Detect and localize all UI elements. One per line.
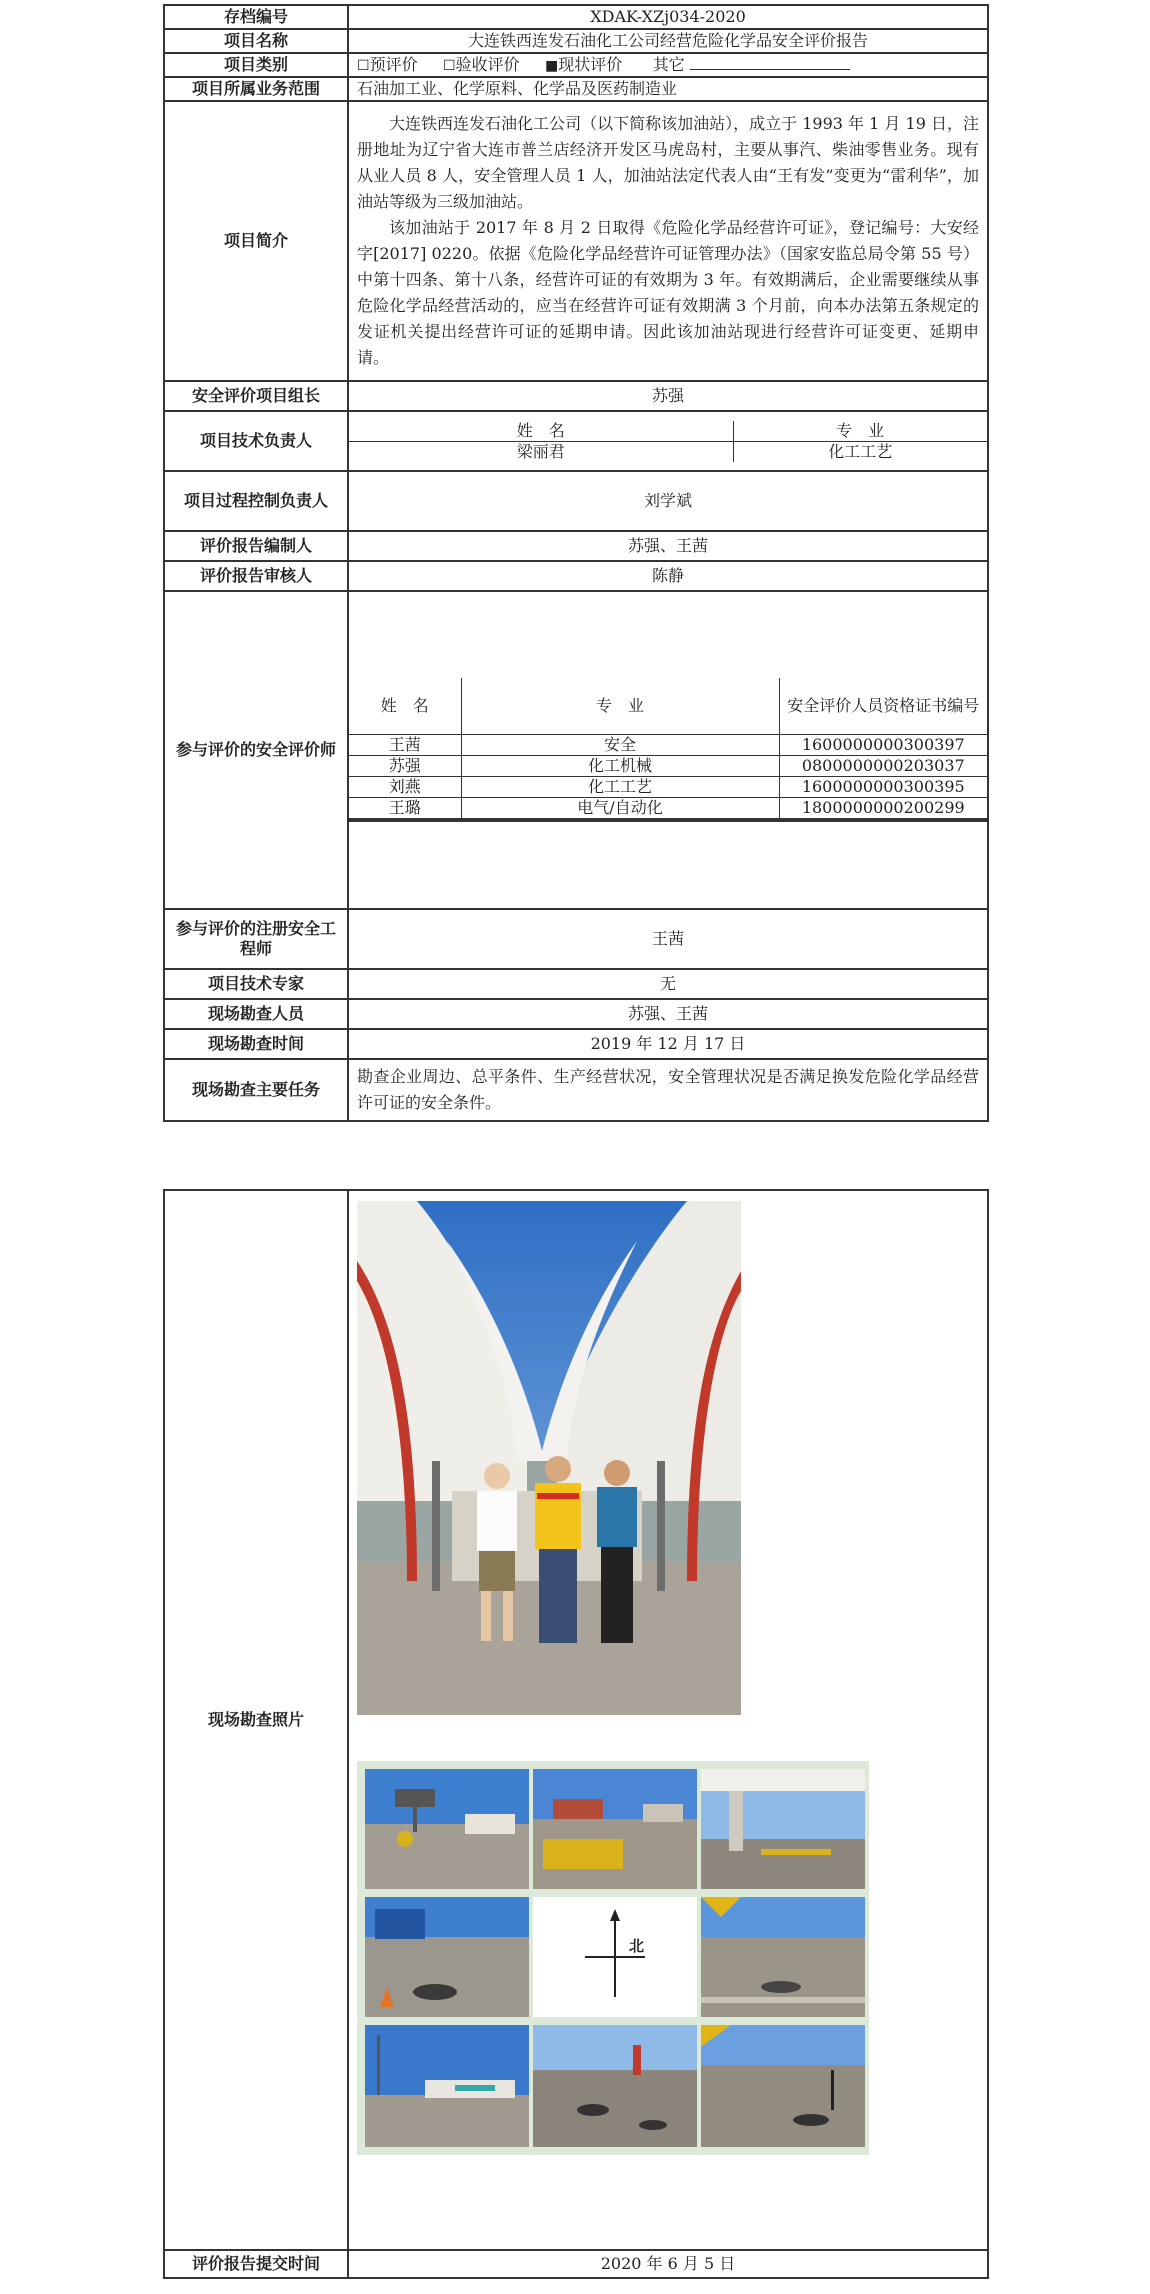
submit-time-value: 2020 年 6 月 5 日 [348, 2250, 988, 2278]
north-indicator [533, 1897, 697, 2017]
process-lead-value: 刘学斌 [348, 471, 988, 531]
reviewer-value: 陈静 [348, 561, 988, 591]
assessors-cell [348, 591, 988, 909]
archive-label: 存档编号 [164, 5, 348, 29]
team-leader-value: 苏强 [348, 381, 988, 411]
grid-photo [365, 2025, 529, 2147]
grid-photo [365, 1897, 529, 2017]
assessors-header-cert: 安全评价人员资格证书编号 [779, 678, 987, 734]
process-lead-label: 项目过程控制负责人 [164, 471, 348, 531]
assessor-cert: 0800000000203037 [779, 755, 987, 776]
safety-engineer-value: 王茜 [348, 909, 988, 969]
site-staff-value: 苏强、王茜 [348, 999, 988, 1029]
intro-label: 项目简介 [164, 101, 348, 381]
tech-lead-label: 项目技术负责人 [164, 411, 348, 471]
grid-photo [533, 1769, 697, 1889]
tech-lead-header-name: 姓 名 [349, 421, 733, 442]
assessor-name: 刘燕 [349, 776, 461, 797]
assessor-major: 化工工艺 [461, 776, 779, 797]
tech-lead-table [349, 421, 987, 462]
project-type-label: 项目类别 [164, 53, 348, 77]
assessor-name: 王璐 [349, 797, 461, 818]
option-other: 其它 [652, 54, 685, 74]
empty-cell [779, 821, 987, 822]
site-task-label: 现场勘查主要任务 [164, 1059, 348, 1121]
option-pre-eval[interactable]: ☐预评价 [357, 54, 418, 74]
assessor-cert: 1600000000300395 [779, 776, 987, 797]
empty-cell [461, 821, 779, 822]
intro-paragraph-2: 该加油站于 2017 年 8 月 2 日取得《危险化学品经营许可证》，登记编号：大安经字[2017] 0220。依据《危险化学品经营许可证管理办法》（国家安监总局令第 55 号）中第十四条、第十八条，经营许可证的有效期为 3 年。有效期满后，企业需要继续从事危险化学品经营活动的，应当在经营许可证有效期满 3 个月前，向本办法第五条规定的发证机关提出经营许可证的延期申请。因此该加油站现进行经营许可证变更、延期申请。 [357, 218, 979, 367]
assessor-cert: 1800000000200299 [779, 797, 987, 818]
grid-photo [365, 1769, 529, 1889]
assessors-table [349, 678, 987, 822]
safety-engineer-label: 参与评价的注册安全工程师 [164, 909, 348, 969]
report-info-table [163, 4, 989, 1122]
assessors-header-name: 姓 名 [349, 678, 461, 734]
project-name-label: 项目名称 [164, 29, 348, 53]
photos-label: 现场勘查照片 [164, 1190, 348, 2250]
submit-time-label: 评价报告提交时间 [164, 2250, 348, 2278]
tech-expert-label: 项目技术专家 [164, 969, 348, 999]
team-leader-label: 安全评价项目组长 [164, 381, 348, 411]
grid-photo [701, 1769, 865, 1889]
assessor-major: 化工机械 [461, 755, 779, 776]
other-underline [690, 55, 850, 70]
project-type-options [348, 53, 988, 77]
intro-text [348, 101, 988, 381]
main-site-photo [357, 1201, 741, 1715]
tech-lead-name: 梁丽君 [349, 441, 733, 462]
assessor-name: 苏强 [349, 755, 461, 776]
assessor-major: 安全 [461, 734, 779, 755]
compiler-value: 苏强、王茜 [348, 531, 988, 561]
site-task-value: 勘查企业周边、总平条件、生产经营状况，安全管理状况是否满足换发危险化学品经营许可证的安全条件。 [348, 1059, 988, 1121]
site-staff-label: 现场勘查人员 [164, 999, 348, 1029]
site-time-label: 现场勘查时间 [164, 1029, 348, 1059]
intro-paragraph-1: 大连铁西连发石油化工公司（以下简称该加油站），成立于 1993 年 1 月 19 日，注册地址为辽宁省大连市普兰店经济开发区马虎岛村，主要从事汽、柴油零售业务。现有从业人员 8 人，安全管理人员 1 人，加油站法定代表人由“王有发”变更为“雷利华”，加油站等级为三级加油站。 [357, 114, 979, 211]
business-scope-value: 石油加工业、化学原料、化学品及医药制造业 [348, 77, 988, 101]
assessors-label: 参与评价的安全评价师 [164, 591, 348, 909]
tech-expert-value: 无 [348, 969, 988, 999]
grid-photo [701, 2025, 865, 2147]
grid-photo [701, 1897, 865, 2017]
north-arrow-icon [533, 1897, 697, 2017]
assessor-major: 电气/自动化 [461, 797, 779, 818]
assessors-header-major: 专 业 [461, 678, 779, 734]
business-scope-label: 项目所属业务范围 [164, 77, 348, 101]
site-time-value: 2019 年 12 月 17 日 [348, 1029, 988, 1059]
photos-cell [348, 1190, 988, 2250]
project-name-value: 大连铁西连发石油化工公司经营危险化学品安全评价报告 [348, 29, 988, 53]
tech-lead-header-major: 专 业 [733, 421, 987, 442]
tech-lead-cell [348, 411, 988, 471]
site-photo-grid [357, 1761, 869, 2155]
assessor-name: 王茜 [349, 734, 461, 755]
reviewer-label: 评价报告审核人 [164, 561, 348, 591]
empty-cell [349, 821, 461, 822]
site-photo-table [163, 1189, 989, 2279]
gas-station-photo-image [357, 1201, 741, 1715]
north-label: 北 [629, 1937, 645, 1955]
option-acceptance-eval[interactable]: ☐验收评价 [443, 54, 520, 74]
assessor-cert: 1600000000300397 [779, 734, 987, 755]
archive-value: XDAK-XZj034-2020 [348, 5, 988, 29]
option-status-eval[interactable]: ■现状评价 [545, 54, 623, 74]
tech-lead-major: 化工工艺 [733, 441, 987, 462]
grid-photo [533, 2025, 697, 2147]
compiler-label: 评价报告编制人 [164, 531, 348, 561]
